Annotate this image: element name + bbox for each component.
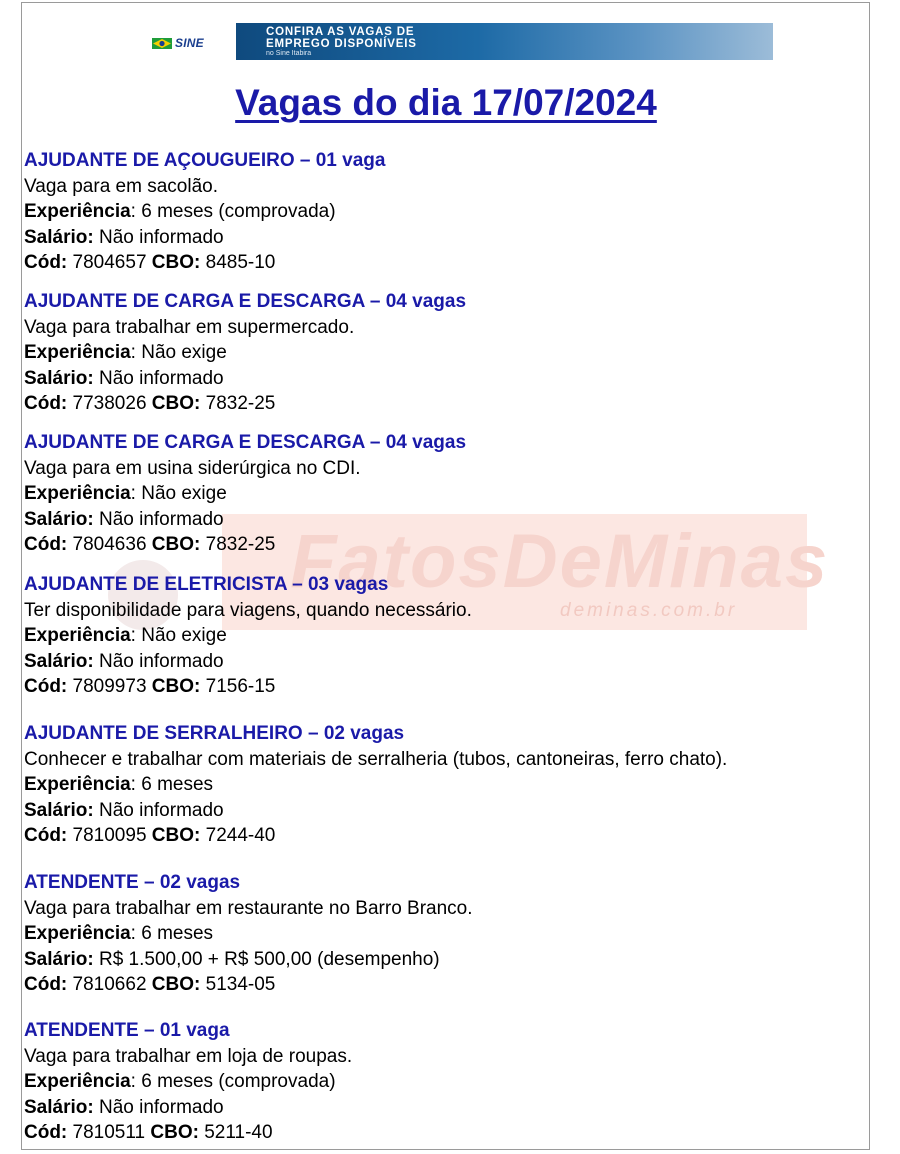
job-salary (24, 1095, 869, 1121)
job-description: Vaga para em sacolão. (24, 175, 218, 197)
cbo-label: CBO: (150, 1122, 199, 1143)
experience-label: Experiência (24, 923, 131, 944)
salary-value: R$ 1.500,00 + R$ 500,00 (desempenho) (93, 948, 440, 970)
job-experience (24, 1069, 869, 1095)
cbo-value: 7156-15 (200, 676, 276, 697)
experience-value: : 6 meses (comprovada) (130, 1071, 336, 1092)
salary-label: Salário: (24, 226, 94, 248)
job-salary (24, 947, 869, 973)
code-label: Cód: (24, 676, 68, 697)
experience-label: Experiência (24, 201, 131, 222)
job-codes (24, 972, 869, 998)
job-title: ATENDENTE – 01 vaga (24, 1020, 230, 1041)
cbo-value: 5211-40 (198, 1122, 273, 1143)
job-codes (24, 1120, 869, 1146)
cbo-label: CBO: (151, 974, 201, 995)
brazil-flag-icon (152, 38, 172, 49)
salary-label: Salário: (24, 508, 94, 530)
code-label: Cód: (24, 393, 68, 414)
banner-line-3: no Sine Itabira (266, 50, 312, 57)
job-listing (24, 148, 869, 276)
job-title: AJUDANTE DE AÇOUGUEIRO – 01 vaga (24, 150, 386, 171)
code-value: 7809973 (67, 676, 152, 697)
cbo-label: CBO: (151, 825, 201, 846)
job-salary (24, 507, 869, 533)
job-description: Vaga para trabalhar em restaurante no Barro Branco. (24, 897, 473, 919)
job-listing (24, 289, 869, 417)
cbo-label: CBO: (151, 393, 201, 414)
code-label: Cód: (24, 1122, 68, 1143)
code-label: Cód: (24, 974, 68, 995)
job-codes (24, 823, 869, 849)
header-banner (236, 23, 773, 60)
job-description: Ter disponibilidade para viagens, quando necessário. (24, 599, 472, 621)
salary-label: Salário: (24, 799, 94, 821)
page-title: Vagas do dia 17/07/2024 (235, 82, 657, 123)
salary-label: Salário: (24, 948, 94, 970)
salary-value: Não informado (93, 1096, 224, 1118)
watermark-logo: FatosDeMinas (290, 519, 830, 604)
experience-value: : Não exige (130, 625, 227, 646)
job-listing (24, 1018, 869, 1146)
code-value: 7738026 (67, 393, 152, 414)
job-title: AJUDANTE DE ELETRICISTA – 03 vagas (24, 574, 389, 595)
salary-label: Salário: (24, 650, 94, 672)
job-description: Vaga para em usina siderúrgica no CDI. (24, 457, 361, 479)
cbo-value: 5134-05 (200, 974, 276, 995)
job-codes (24, 391, 869, 417)
banner-line-2: EMPREGO DISPONÍVEIS (266, 38, 417, 50)
cbo-label: CBO: (151, 676, 201, 697)
experience-label: Experiência (24, 774, 131, 795)
job-listing (24, 721, 869, 849)
code-value: 7804636 (67, 534, 152, 555)
job-codes (24, 532, 869, 558)
salary-value: Não informado (93, 226, 224, 248)
experience-label: Experiência (24, 342, 131, 363)
job-salary (24, 798, 869, 824)
experience-value: : Não exige (130, 342, 227, 363)
job-experience (24, 772, 869, 798)
experience-label: Experiência (24, 483, 131, 504)
code-value: 7810511 (67, 1122, 151, 1143)
experience-label: Experiência (24, 1071, 131, 1092)
cbo-value: 8485-10 (200, 252, 276, 273)
cbo-value: 7244-40 (200, 825, 276, 846)
cbo-label: CBO: (151, 252, 201, 273)
sine-logo-text: SINE (175, 36, 204, 50)
job-salary (24, 366, 869, 392)
job-title: AJUDANTE DE CARGA E DESCARGA – 04 vagas (24, 432, 467, 453)
experience-value: : 6 meses (130, 774, 214, 795)
job-listing (24, 430, 869, 558)
job-codes (24, 674, 869, 700)
job-experience (24, 340, 869, 366)
experience-value: : 6 meses (130, 923, 214, 944)
job-salary (24, 225, 869, 251)
code-label: Cód: (24, 534, 68, 555)
job-salary (24, 649, 869, 675)
job-description: Vaga para trabalhar em supermercado. (24, 316, 355, 338)
experience-label: Experiência (24, 625, 131, 646)
sine-logo (152, 35, 222, 51)
job-experience (24, 623, 869, 649)
cbo-value: 7832-25 (200, 393, 276, 414)
code-value: 7810662 (67, 974, 152, 995)
job-description: Vaga para trabalhar em loja de roupas. (24, 1045, 353, 1067)
salary-value: Não informado (93, 367, 224, 389)
code-label: Cód: (24, 825, 68, 846)
job-listing (24, 572, 869, 700)
salary-value: Não informado (93, 508, 224, 530)
salary-value: Não informado (93, 650, 224, 672)
job-experience (24, 199, 869, 225)
job-title: AJUDANTE DE SERRALHEIRO – 02 vagas (24, 723, 405, 744)
code-label: Cód: (24, 252, 68, 273)
code-value: 7810095 (67, 825, 152, 846)
salary-label: Salário: (24, 367, 94, 389)
job-codes (24, 250, 869, 276)
salary-value: Não informado (93, 799, 224, 821)
watermark-url: deminas.com.br (560, 600, 738, 621)
salary-label: Salário: (24, 1096, 94, 1118)
job-title: AJUDANTE DE CARGA E DESCARGA – 04 vagas (24, 291, 467, 312)
cbo-label: CBO: (151, 534, 201, 555)
experience-value: : Não exige (130, 483, 227, 504)
experience-value: : 6 meses (comprovada) (130, 201, 336, 222)
job-experience (24, 481, 869, 507)
job-title: ATENDENTE – 02 vagas (24, 872, 241, 893)
job-listing (24, 870, 869, 998)
banner-line-1: CONFIRA AS VAGAS DE (266, 26, 415, 38)
code-value: 7804657 (67, 252, 152, 273)
cbo-value: 7832-25 (200, 534, 276, 555)
job-description: Conhecer e trabalhar com materiais de serralheria (tubos, cantoneiras, ferro chato). (24, 748, 728, 770)
job-experience (24, 921, 869, 947)
